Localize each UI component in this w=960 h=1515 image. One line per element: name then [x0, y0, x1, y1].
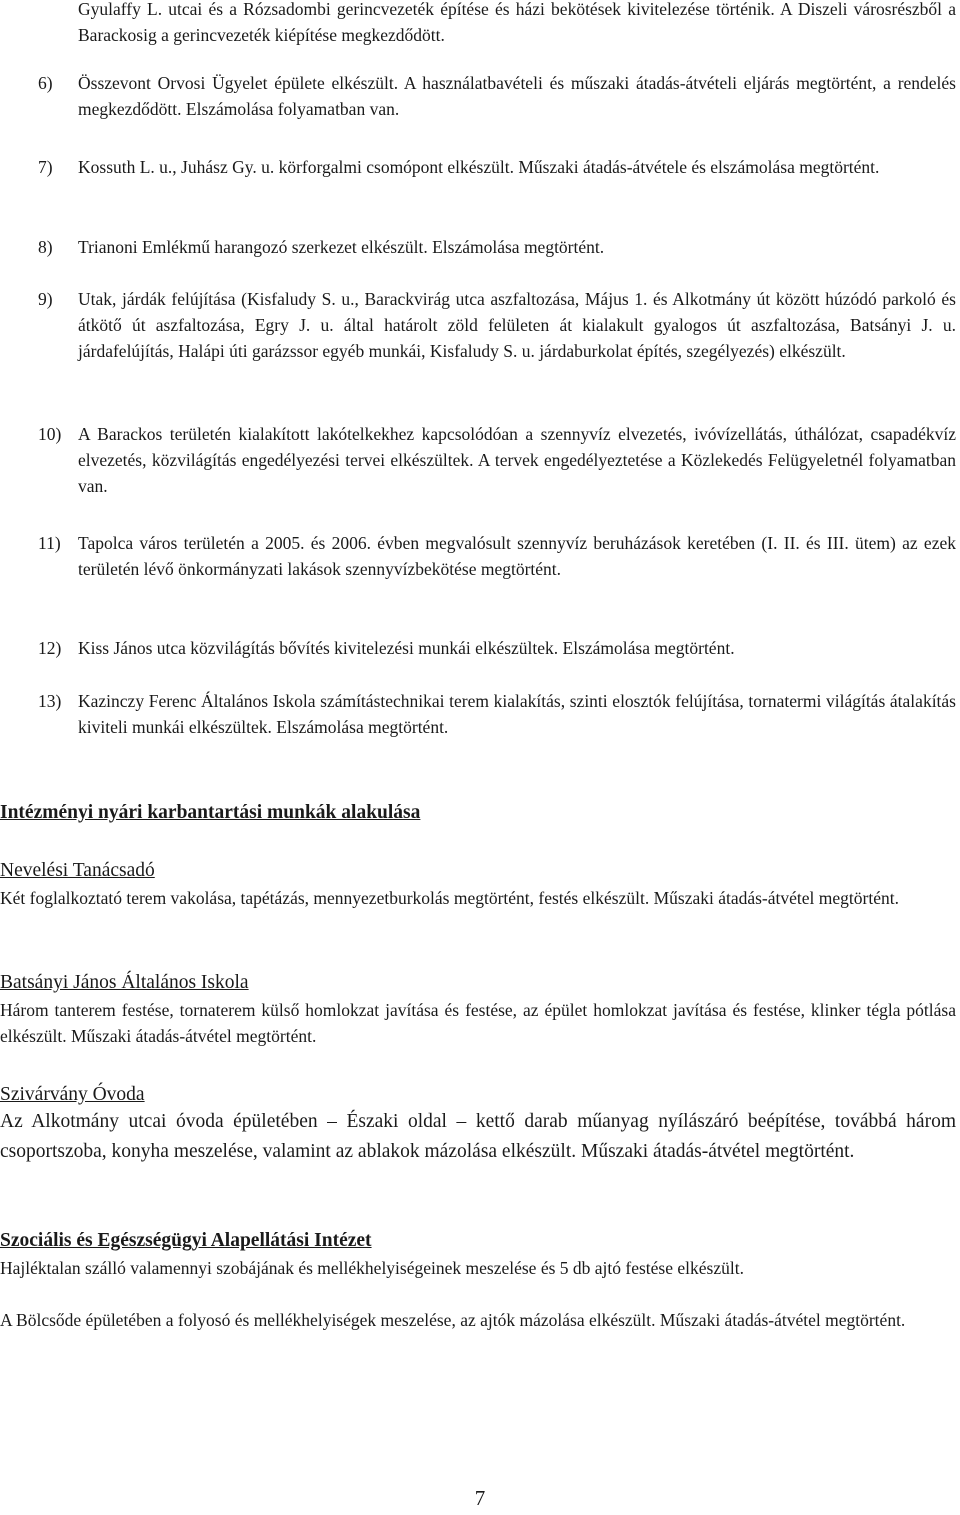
list-item	[38, 154, 956, 180]
institution-heading: Szivárvány Óvoda	[0, 1084, 145, 1105]
list-item-number: 10)	[38, 424, 62, 444]
list-item-text: Trianoni Emlékmű harangozó szerkezet elkészült. Elszámolása megtörtént.	[78, 237, 605, 257]
list-item-number: 13)	[38, 691, 62, 711]
list-item-text: Kazinczy Ferenc Általános Iskola számítástechnikai terem kialakítás, szinti elosztók felújítása, tornatermi világítás átalakítás kiviteli munkái elkészültek. Elszámolása megtörtént.	[78, 691, 956, 737]
list-item-number: 8)	[38, 237, 53, 257]
institution-heading: Nevelési Tanácsadó	[0, 860, 155, 881]
list-item-text: Kossuth L. u., Juhász Gy. u. körforgalmi csomópont elkészült. Műszaki átadás-átvétele és elszámolása megtörtént.	[78, 157, 880, 177]
list-item-number: 9)	[38, 289, 53, 309]
institution-heading: Szociális és Egészségügyi Alapellátási Intézet	[0, 1230, 372, 1251]
list-item-text: A Barackos területén kialakított lakótelkekhez kapcsolódóan a szennyvíz elvezetés, ivóvízellátás, úthálózat, csapadékvíz elvezetés, közvilágítás engedélyezési tervei elkészültek. A tervek engedélyeztetése a Közlekedés Felügyeletnél folyamatban van.	[78, 424, 956, 496]
list-item-text: Összevont Orvosi Ügyelet épülete elkészült. A használatbavételi és műszaki átadás-átvételi eljárás megtörtént, a rendelés megkezdődött. Elszámolása folyamatban van.	[78, 73, 956, 119]
section-heading: Intézményi nyári karbantartási munkák alakulása	[0, 802, 421, 823]
list-item-number: 11)	[38, 533, 61, 553]
page-number: 7	[474, 1486, 486, 1510]
list-item	[38, 421, 956, 499]
list-item	[38, 688, 956, 740]
continuation-paragraph: Gyulaffy L. utcai és a Rózsadombi gerincvezeték építése és házi bekötések kivitelezése történik. A Diszeli városrészből a Barackosig a gerincvezeték kiépítése megkezdődött.	[78, 0, 956, 45]
list-item	[38, 286, 956, 364]
list-item-number: 7)	[38, 157, 53, 177]
list-item-number: 12)	[38, 638, 62, 658]
institution-text: Az Alkotmány utcai óvoda épületében – Északi oldal – kettő darab műanyag nyílászáró beépítése, továbbá három csoportszoba, konyha meszelése, valamint az ablakok mázolása elkészült. Műszaki átadás-átvétel megtörtént.	[0, 1111, 956, 1162]
institution-heading: Batsányi János Általános Iskola	[0, 972, 249, 993]
list-item	[38, 530, 956, 582]
list-item-text: Utak, járdák felújítása (Kisfaludy S. u., Barackvirág utca aszfaltozása, Május 1. és Alkotmány út között húzódó parkoló és átkötő út aszfaltozása, Egry J. u. által határolt zöld felületen át kialakult gyalogos út aszfaltozása, Batsányi J. u. járdafelújítás, Halápi úti garázssor egyéb munkái, Kisfaludy S. u. járdaburkolat építés, szegélyezés) elkészült.	[78, 289, 956, 361]
list-item-text: Kiss János utca közvilágítás bővítés kivitelezési munkái elkészültek. Elszámolása megtörtént.	[78, 638, 735, 658]
list-item-text: Tapolca város területén a 2005. és 2006. évben megvalósult szennyvíz beruházások keretében (I. II. és III. ütem) az ezek területén lévő önkormányzati lakások szennyvízbekötése megtörtént.	[78, 533, 956, 579]
list-item	[38, 234, 956, 260]
list-item	[38, 635, 956, 661]
institution-text-continued: A Bölcsőde épületében a folyosó és mellékhelyiségek meszelése, az ajtók mázolása elkészült. Műszaki átadás-átvétel megtörtént.	[0, 1310, 906, 1330]
institution-text: Hajléktalan szálló valamennyi szobájának és mellékhelyiségeinek meszelése és 5 db ajtó festése elkészült.	[0, 1258, 744, 1278]
list-item-number: 6)	[38, 73, 53, 93]
institution-text: Három tanterem festése, tornaterem külső homlokzat javítása és festése, az épület homlokzat javítása és festése, klinker tégla pótlása elkészült. Műszaki átadás-átvétel megtörtént.	[0, 1000, 956, 1046]
list-item	[38, 70, 956, 122]
institution-text: Két foglalkoztató terem vakolása, tapétázás, mennyezetburkolás megtörtént, festés elkészült. Műszaki átadás-átvétel megtörtént.	[0, 888, 899, 908]
